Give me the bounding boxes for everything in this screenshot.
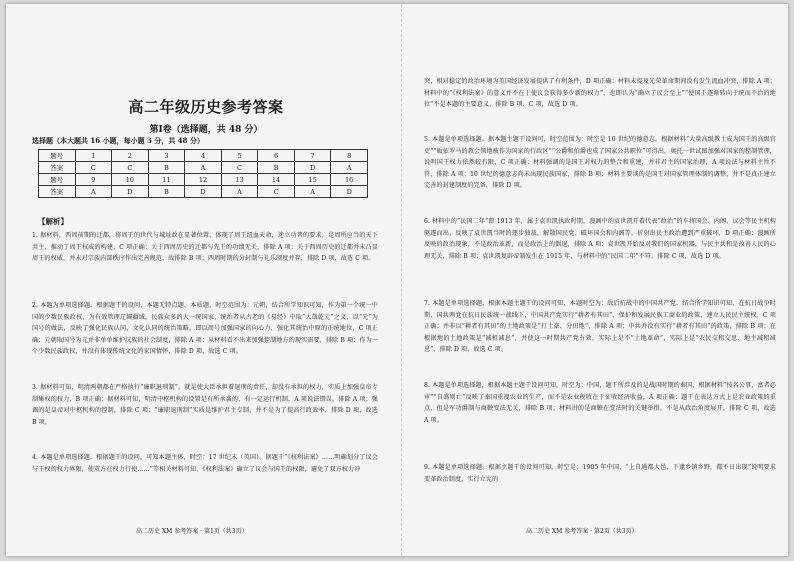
answer-table-cell: 14 (258, 174, 295, 186)
answer-table-cell: A (75, 186, 112, 198)
answer-explanation-3: 3. 据材料可知，明清两朝都在严格执行“廉职退刑制”，就是使大臣承担着退刑的责任，却没有承担的权力，实质上加强皇帝专制集权的权力，B 项正确；据材料可知，明清中枢机构的设置是有所承袭的，有一定运行机制，A 项说法错误，排除 A 项；强调的是皇帝对中枢机构的控制，排除 C 项；“廉职退刑制”实质是维护君主专制，并不是为了提高行政效率，排除 D 项，故选 B 项。 (32, 384, 378, 426)
answer-table-cell: 9 (75, 174, 112, 186)
page-footer: 高二历史 XM 参考答案 · 第1页（共3页） (136, 528, 248, 535)
answer-table-cell: C (221, 162, 258, 174)
answer-table-cell: 5 (221, 150, 258, 162)
section-title: 第Ⅰ卷（选择题，共 48 分） (149, 125, 263, 135)
answer-table-cell: 16 (331, 174, 368, 186)
answer-table-row (39, 150, 368, 162)
answer-table (38, 149, 368, 198)
answer-table-cell: 3 (148, 150, 185, 162)
analysis-label: 【解析】 (38, 217, 68, 226)
answer-table-cell: B (258, 162, 295, 174)
answer-table-row (39, 162, 368, 174)
answer-table-cell: C (258, 186, 295, 198)
answer-table-cell: C (75, 162, 112, 174)
answer-table-row (39, 174, 368, 186)
answer-table-header-cell: 题号 (39, 174, 76, 186)
answer-table-cell: 13 (221, 174, 258, 186)
answer-table-header-cell: 答案 (39, 186, 76, 198)
answer-table-cell: D (112, 186, 149, 198)
answer-table-cell: D (185, 186, 222, 198)
answer-table-cell: 7 (294, 150, 331, 162)
answer-explanation-6: 6. 材料中的“民国二年”即 1913 年，属于袁世凯执政时期，漫画中的袁世凯开着代表“政治”的车将国会、内阁、议会等民主机构驱逐而出，反映了袁世凯当时的逐步独裁，解散国民党、破坏国会和内阁等。折射出民主政治遭到严重破坏，D 项正确；漫画所反映的政治现象，不是政治革新，而是政治上的倒退，排除 A 项；袁世凯开始反对我们的国家机器，与民主共和是改善人民的心理无关，排除 B 项；袁世凯复辟帝制发生在 1915 年，与材料中的“民国二年”不符，排除 C 项，故选 D 项。 (424, 218, 776, 260)
answer-table-cell: D (294, 162, 331, 174)
answer-explanation-9: 9. 本题是单项选择题。根据主题干的设问可知，时空是：1905 年中国，“上自通都大邑，下逮乡镇乡野，都不日出现”说明要求变革政治制度，实行立宪的 (424, 464, 776, 483)
answer-table-cell: A (294, 186, 331, 198)
answer-table-cell: 4 (185, 150, 222, 162)
answer-table-cell: 2 (112, 150, 149, 162)
answer-explanation-5: 5. 本题是单项选择题。据本题主题干设问可，时空范围为：时空是 10 世纪的德意志。根据材料“大量高级教士成为国王的高级官吏”“皈依罗马的教会领地被作为国家的行政区”“公爵和伯爵也成了国家公共职位”可得出，奥托一世试图加强对国家的控制管理，说明国王权力依然较有限，C 项正确；材料强调的是国王对权力的整合和重建，并非君主的国家治理，A 项说法与材料主旨不符，排除 A 项；10 世纪的德意志尚未出现民族国家，排除 B 项；材料主要谈的是国王对国家管理体制的调整，并不是真正建立完善的封建制度的完备，排除 D 项。 (424, 136, 776, 190)
answer-table-row (39, 186, 368, 198)
answer-table-header-cell: 题号 (39, 150, 76, 162)
answer-explanation-8: 8. 本题是单项选择题，根据本题主题干设问可知，时空为：中国，题干所涉及的是战国时期的秦国，根据材料“按名公事，富者必审”“自盛则亡”反映了秦国重视农业的生产，而不是农业税收在于征收经济收益，A 项正确；题干在表达方式上是农业政策的重点，但是军功爵制与商鞅变法无关，排除 B 项；材料讲的是商鞅在变法时的关键举措，不是从政治角度展开，排除 C 项，故选 A 项。 (424, 382, 776, 424)
answer-table-cell: 11 (148, 174, 185, 186)
answer-table-cell: 10 (112, 174, 149, 186)
page-title: 高二年级历史参考答案 (128, 98, 284, 116)
page-footer-right: 高二历史 XM 参考答案 · 第2页（共3页） (526, 528, 638, 535)
answer-explanation-4-cont: 突，相对稳定的政治环境为英国经济发展提供了有利条件，D 项正确；材料未提及光荣革命期间没有发生流血冲突，排除 A 项；材料中的“《权利法案》的意义并不在于使议会获得多少新的权力”，也即认为“确立了议会至上”“使国王逐渐转向于统而不治的地位”不是本题的主要意义，排除 B 项、C 项，故选 D 项。 (424, 78, 776, 109)
answer-explanation-2: 2. 本题为单项选择题。根据题干的设问，本题无特点题、本质题，时空范围为：元朝，结合所学知识可知，作为第一个统一中国的少数民族政权，为有效管理辽阔疆域，民族众多的大一统国家，统治者从古老的《易经》中取“大哉乾元”之义，以“元”为国号的做法，反映了强化民族认同，文化认同的统治策略。即以周号加强国家的向心力，强化其统治中原的正统地位，C 项正确；元朝取国号为元并非单单维护汉族的社会制度，排除 A 项；从材料看不出来加强控制地方的现实需要，排除 B 项；作为一个少数民族政权，并没有体现传统文化的家国情怀，排除 D 项，故选 C 项。 (32, 302, 378, 356)
binding-line (401, 4, 411, 556)
right-page (414, 4, 784, 556)
answer-table-cell: A (185, 162, 222, 174)
scanned-sheet (6, 4, 788, 556)
answer-explanation-7: 7. 本题是单项选择题，根据本题主题干的设问可知，本题时空为：敌后抗战中的中国共产党，结合所学知识可知，在抗日战争时期，国共两党在抗日民族统一战线下，中国共产党实行“耕者有其田”、保护和发展民族工商业的政策，建立人民民主统权，C 项正确；并非以“耕者有其田”的土地政策是“打土豪、分田地”，排除 A 项；中共并没有实行“耕者有其田”的政策，排除 B 项；在根据地的土地政策是“减租减息”，并使这一时期共产党有效，实际上是不“土地革命”，实际上是“农民交租交息、地主减租减息”，排除 D 项，故选 C 项。 (424, 300, 776, 354)
answer-table-cell: B (148, 186, 185, 198)
answer-table-cell: 15 (294, 174, 331, 186)
instruction-text: 选择题（本大题共 16 小题，每小题 3 分，共 48 分） (32, 136, 204, 145)
answer-table-cell: 6 (258, 150, 295, 162)
answer-table-cell: B (148, 162, 185, 174)
answer-table-cell: 12 (185, 174, 222, 186)
answer-table-header-cell: 答案 (39, 162, 76, 174)
answer-table-cell: D (331, 186, 368, 198)
answer-explanation-1: 1. 据材料，西周前期的迁都，将周王的世代与城址政在显著位置，体现了周王纽血天命，迷立功普的要求，是周所应当的天下共主，推动了周王权威的构建，C 项正确；关于西周历史的迁都与先王的功绩无关，排除 A 项；关于西周历史的迁都并未凸显周王的权威，并未对宗族内部秩序作出完善规范，故排除 B 项；西周时期的分封制与礼乐制度并存，排除 D 项，故选 C 项。 (32, 232, 378, 263)
answer-table-cell: 1 (75, 150, 112, 162)
left-page (18, 4, 394, 556)
answer-table-cell: C (112, 162, 149, 174)
answer-explanation-4: 4. 本题是单项选择题，根据题干的设问，可知本题主体，时空：17 世纪末（英国）。据题干“《权利法案》……明确划分了议会与王权的权力界限，使双方在权力行使……”等相关材料可知，《权利法案》确立了议会与国王的权限，避免了双方权力冲 (32, 454, 378, 473)
answer-table-cell: A (331, 162, 368, 174)
answer-table-cell: A (221, 186, 258, 198)
answer-table-cell: 8 (331, 150, 368, 162)
